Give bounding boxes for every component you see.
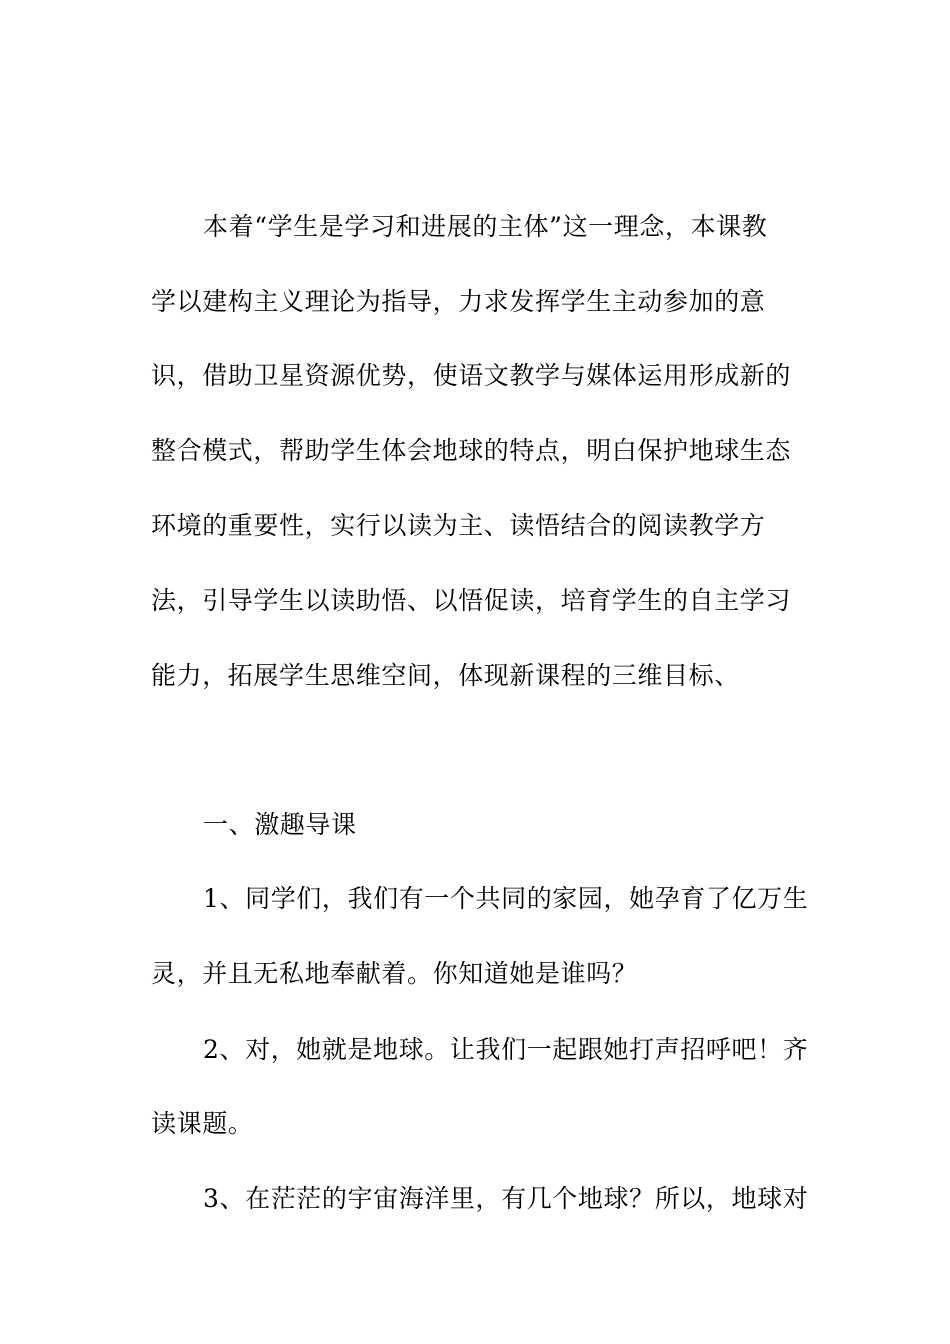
paragraph-line: 学以建构主义理论为指导，力求发挥学生主动参加的意 <box>151 287 766 316</box>
section-heading: 一、激趣导课 <box>203 810 357 839</box>
paragraph-line: 法，引导学生以读助悟、以悟促读，培育学生的自主学习 <box>151 586 792 615</box>
paragraph-line: 识，借助卫星资源优势，使语文教学与媒体运用形成新的 <box>151 361 792 390</box>
list-item-line: 3、在茫茫的宇宙海洋里，有几个地球？所以，地球对 <box>203 1184 809 1213</box>
paragraph-line: 本着“学生是学习和进展的主体”这一理念，本课教 <box>203 212 768 241</box>
list-item-line: 2、对，她就是地球。让我们一起跟她打声招呼吧！齐 <box>203 1035 809 1064</box>
list-item-line: 1、同学们，我们有一个共同的家园，她孕育了亿万生 <box>203 884 809 913</box>
list-item-line: 灵，并且无私地奉献着。你知道她是谁吗？ <box>151 959 638 988</box>
list-item-line: 读课题。 <box>151 1109 254 1138</box>
paragraph-line: 整合模式，帮助学生体会地球的特点，明白保护地球生态 <box>151 436 792 465</box>
paragraph-line: 环境的重要性，实行以读为主、读悟结合的阅读教学方 <box>151 511 766 540</box>
paragraph-line: 能力，拓展学生思维空间，体现新课程的三维目标、 <box>151 661 740 690</box>
